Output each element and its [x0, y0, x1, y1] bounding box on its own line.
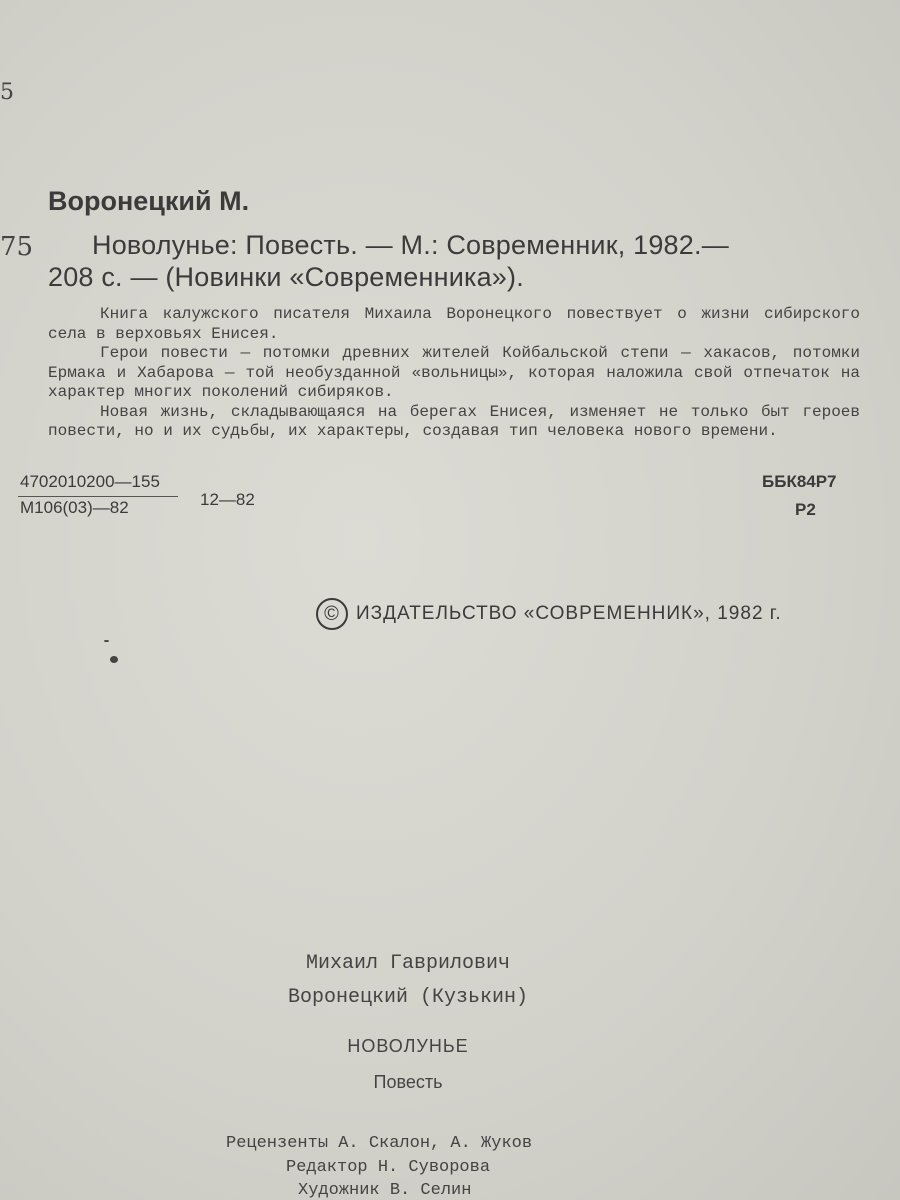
code-denominator: М106(03)—82 [20, 498, 129, 517]
annotation-paragraph: Книга калужского писателя Михаила Воронецкого повествует о жизни сибирского села в верховьях Енисея. [48, 305, 860, 343]
copyright-text: ИЗДАТЕЛЬСТВО «СОВРЕМЕННИК», 1982 г. [356, 603, 782, 625]
annotation-paragraph: Герои повести — потомки древних жителей Койбальской степи — хакасов, потомки Ермака и Хабарова — той необузданной «вольницы», которая наложила свой отпечаток на характер многих поколений сибиряков. [48, 344, 860, 401]
copyright-line [316, 598, 782, 630]
colophon-author-surname: Воронецкий (Кузькин) [287, 986, 529, 1009]
colophon-title: НОВОЛУНЬЕ [347, 1036, 469, 1056]
bbk-subcode: Р2 [795, 500, 816, 519]
colophon-credit: Художник В. Селин [298, 1181, 472, 1200]
fraction-line [18, 496, 178, 497]
entry-line-1: Новолунье: Повесть. — М.: Современник, 1982.— [92, 230, 729, 260]
colophon-genre: Повесть [373, 1072, 443, 1092]
ink-speck [110, 656, 118, 663]
entry-line-2: 208 с. — (Новинки «Современника»). [48, 262, 524, 292]
edge-mark-middle: 75 [0, 232, 34, 262]
annotation-paragraph: Новая жизнь, складывающаяся на берегах Енисея, изменяет не только быт героев повести, но и их судьбы, их характеры, создавая тип человека нового времени. [48, 402, 860, 440]
code-numerator: 4702010200—155 [20, 472, 160, 491]
colophon-author-name: Михаил Гаврилович [305, 952, 511, 975]
entry-author: Воронецкий М. [48, 186, 250, 216]
colophon-credit: Рецензенты А. Скалон, А. Жуков [226, 1134, 533, 1153]
ink-speck [104, 640, 109, 642]
annotation [48, 305, 860, 442]
colophon-credit: Редактор Н. Суворова [286, 1158, 491, 1177]
copyright-icon: © [316, 598, 348, 630]
code-number: 12—82 [200, 490, 255, 509]
edge-mark-top: 5 [0, 80, 14, 105]
bbk-code: ББК84Р7 [762, 472, 837, 491]
